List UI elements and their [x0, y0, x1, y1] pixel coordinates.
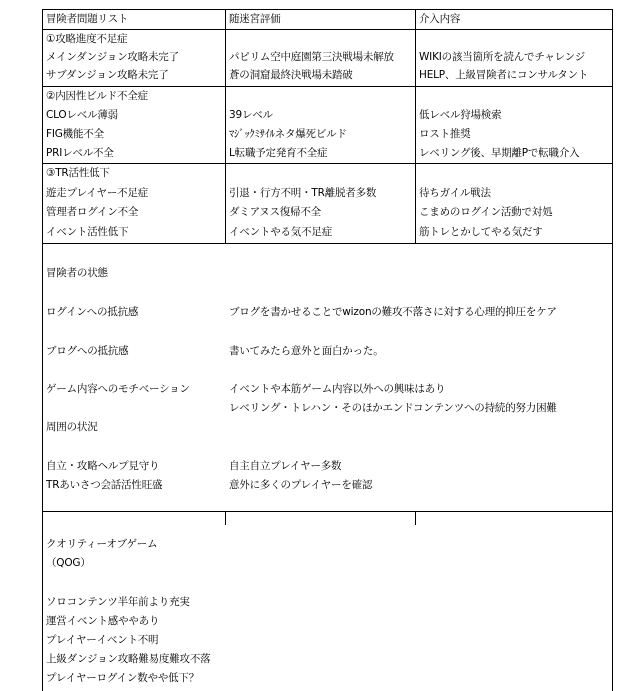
- intervention-cell: レベリング後、早期離Pで転職介入: [419, 147, 580, 159]
- evaluation-cell: L転職予定発育不全症: [229, 147, 328, 159]
- status-value: 書いてみたら意外と面白かった。: [229, 345, 384, 357]
- qog-line: プレイヤーログイン数やや低下？: [46, 672, 200, 684]
- section-title: ②内因性ビルド不全症: [46, 90, 148, 102]
- column-divider-1: [225, 9, 226, 243]
- header-evaluation: 随迷宮評価: [229, 13, 281, 25]
- section-title: ①攻略進度不足症: [46, 33, 128, 45]
- qog-line: 上級ダンジョン攻略難易度難攻不落: [46, 653, 211, 665]
- column-divider-2: [415, 9, 416, 243]
- section-title: ③TR活性低下: [46, 167, 110, 179]
- problem-cell: FIG機能不全: [46, 128, 104, 140]
- problem-cell: 管理者ログイン不全: [46, 206, 139, 218]
- header-intervention: 介入内容: [419, 13, 461, 25]
- qog-heading: クオリティーオブゲーム: [46, 538, 158, 550]
- column-stub-2: [415, 511, 416, 525]
- intervention-cell: 筋トレとかしてやる気だす: [419, 226, 543, 238]
- problem-cell: CLOレベル薄弱: [46, 109, 118, 121]
- problem-cell: イベント活性低下: [46, 226, 129, 238]
- intervention-cell: 待ちガイル戦法: [419, 187, 491, 199]
- column-stub-1: [225, 511, 226, 525]
- intervention-cell: ロスト推奨: [419, 128, 471, 140]
- surroundings-value: 自主自立プレイヤー多数: [229, 460, 342, 472]
- section-rule-1: [42, 86, 613, 87]
- evaluation-cell: 39レベル: [229, 109, 273, 121]
- intervention-cell: こまめのログイン活動で対処: [419, 206, 553, 218]
- evaluation-cell: 引退・行方不明・TR離脱者多数: [229, 187, 377, 199]
- intervention-cell: HELP、上級冒険者にコンサルタント: [419, 69, 589, 81]
- problem-cell: サブダンジョン攻略未完了: [46, 69, 169, 81]
- border-right: [612, 9, 613, 691]
- problem-cell: PRIレベル不全: [46, 147, 114, 159]
- status-value: イベントや本筋ゲーム内容以外への興味はあり: [229, 383, 446, 395]
- status-heading: 冒険者の状態: [46, 267, 108, 279]
- surroundings-label: TRあいさつ会話活性旺盛: [46, 479, 163, 491]
- surroundings-heading: 周囲の状況: [46, 421, 98, 433]
- status-value: レベリング・トレハン・そのほかエンドコンテンツへの持続的努力困難: [229, 402, 557, 414]
- problem-cell: 遊走プレイヤー不足症: [46, 187, 149, 199]
- status-label: ブログへの抵抗感: [46, 345, 129, 357]
- problem-cell: メインダンジョン攻略未完了: [46, 51, 179, 63]
- evaluation-cell: ダミアヌス復帰不全: [229, 206, 321, 218]
- border-top: [42, 9, 613, 10]
- evaluation-cell: イベントやる気不足症: [229, 226, 332, 238]
- qog-line: プレイヤーイベント不明: [46, 634, 159, 646]
- header-rule: [42, 29, 613, 30]
- section-rule-3: [42, 243, 613, 244]
- border-left: [42, 9, 43, 691]
- header-problem-list: 冒険者問題リスト: [46, 13, 129, 25]
- evaluation-cell: ﾏｼﾞｯｸﾐｻｲﾙネタ爆死ビルド: [229, 128, 347, 140]
- qog-line: 運営イベント感ややあり: [46, 615, 160, 627]
- status-label: ゲーム内容へのモチベーション: [46, 383, 190, 395]
- intervention-cell: WIKIの該当箇所を読んでチャレンジ: [419, 51, 586, 63]
- evaluation-cell: パピリム空中庭園第三決戦場未解放: [229, 51, 394, 63]
- status-label: ログインへの抵抗感: [46, 306, 139, 318]
- surroundings-label: 自立・攻略ヘルプ見守り: [46, 460, 160, 472]
- qog-line: ソロコンテンツ半年前より充実: [46, 596, 190, 608]
- section-rule-2: [42, 163, 613, 164]
- block-rule: [42, 511, 613, 512]
- surroundings-value: 意外に多くのプレイヤーを確認: [229, 479, 373, 491]
- evaluation-cell: 蒼の洞窟最終決戦場未踏破: [229, 69, 353, 81]
- qog-abbr: （QOG）: [46, 557, 91, 569]
- intervention-cell: 低レベル狩場検索: [419, 109, 502, 121]
- status-value: ブログを書かせることでwizonの難攻不落さに対する心理的抑圧をケア: [229, 306, 557, 318]
